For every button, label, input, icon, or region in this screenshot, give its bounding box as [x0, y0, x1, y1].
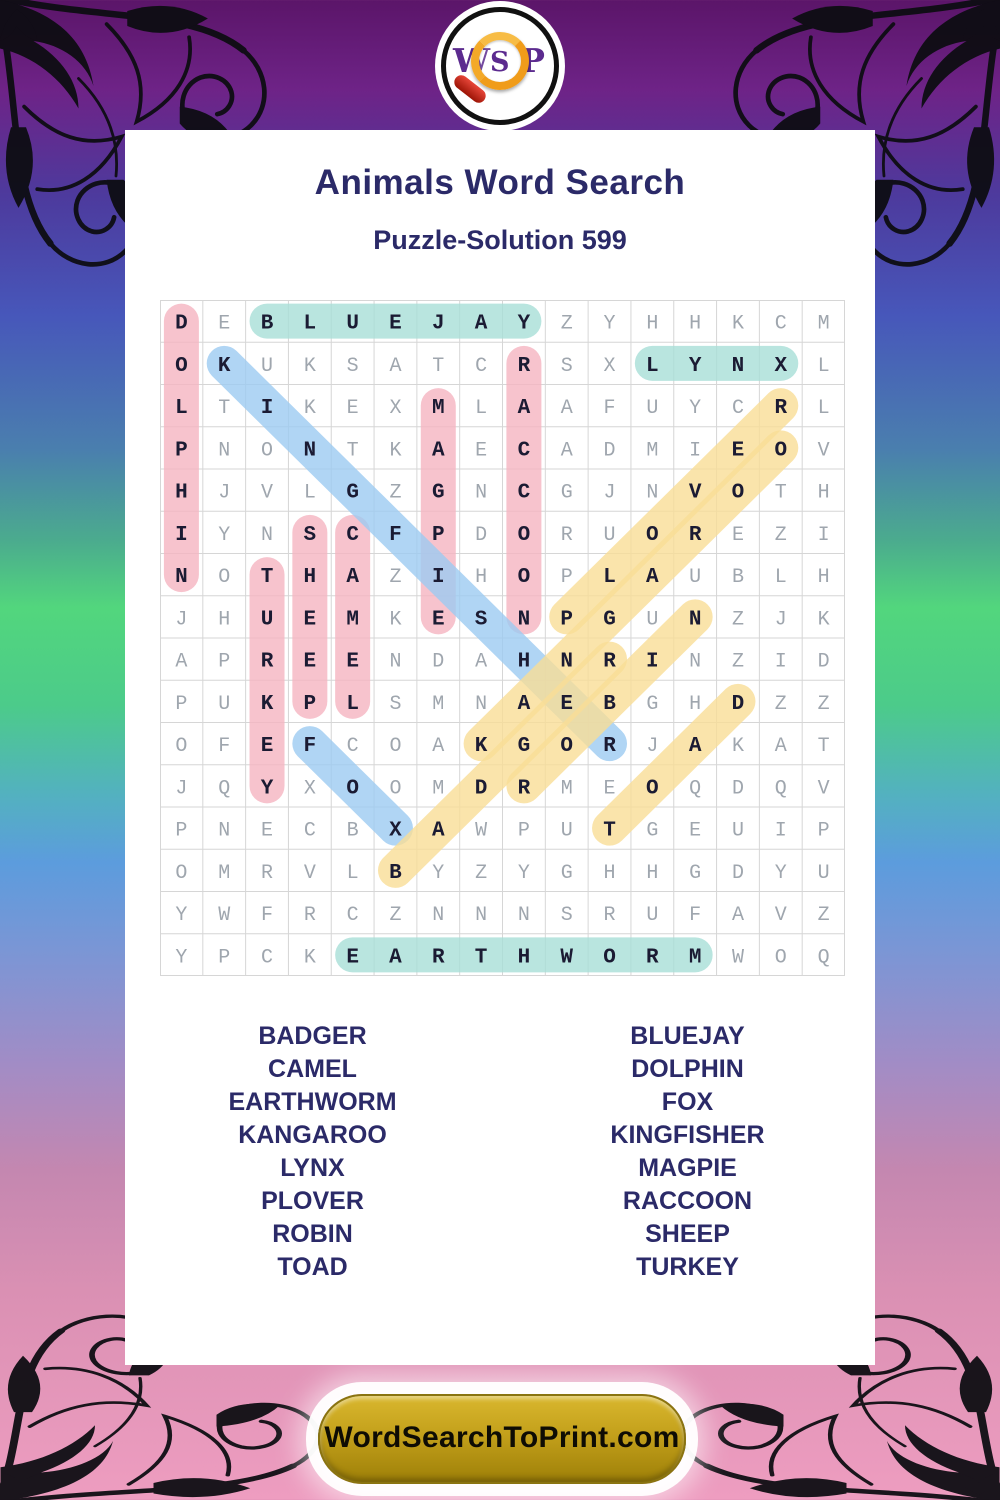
- grid-letter: L: [817, 354, 830, 378]
- grid-letter: R: [260, 650, 274, 674]
- grid-letter: V: [261, 481, 274, 505]
- grid-letter: K: [303, 946, 316, 970]
- grid-letter: O: [218, 566, 231, 590]
- grid-letter: B: [731, 566, 744, 590]
- grid-letter: V: [303, 861, 316, 885]
- grid-letter: M: [432, 777, 445, 801]
- word-list-column-left: [125, 1020, 500, 1284]
- grid-letter: H: [603, 861, 616, 885]
- grid-letter: H: [646, 861, 659, 885]
- grid-letter: X: [389, 819, 402, 843]
- grid-letter: F: [303, 735, 317, 759]
- grid-letter: T: [474, 946, 488, 970]
- grid-letter: S: [389, 692, 402, 716]
- grid-letter: I: [175, 523, 188, 547]
- grid-letter: S: [303, 523, 317, 547]
- word-list-item: DOLPHIN: [631, 1055, 744, 1083]
- word-list-item: KANGAROO: [238, 1121, 387, 1149]
- grid-letter: E: [560, 692, 574, 716]
- page-title: Animals Word Search: [314, 163, 686, 202]
- grid-letter: K: [303, 397, 316, 421]
- grid-letter: Q: [774, 777, 787, 801]
- grid-letter: T: [817, 735, 830, 759]
- grid-letter: B: [603, 692, 616, 716]
- grid-letter: Z: [389, 904, 402, 928]
- grid-letter: R: [261, 861, 274, 885]
- grid-letter: L: [774, 566, 787, 590]
- grid-letter: W: [218, 904, 231, 928]
- grid-letter: A: [475, 650, 488, 674]
- grid-letter: J: [431, 312, 445, 336]
- grid-letter: G: [346, 481, 359, 505]
- grid-letter: E: [346, 650, 359, 674]
- grid-letter: D: [817, 650, 830, 674]
- grid-letter: R: [646, 946, 659, 970]
- grid-letter: O: [389, 777, 402, 801]
- grid-letter: A: [774, 735, 787, 759]
- grid-letter: Q: [817, 946, 830, 970]
- grid-letter: P: [560, 608, 574, 632]
- grid-letter: N: [517, 904, 530, 928]
- grid-letter: O: [774, 439, 788, 463]
- grid-letter: E: [603, 777, 616, 801]
- grid-letter: O: [175, 354, 188, 378]
- grid-letter: P: [303, 692, 317, 716]
- grid-letter: I: [817, 523, 830, 547]
- grid-letter: U: [817, 861, 830, 885]
- grid-letter: L: [346, 861, 359, 885]
- grid-letter: L: [646, 354, 659, 378]
- grid-letter: K: [731, 735, 744, 759]
- grid-letter: M: [646, 439, 659, 463]
- grid-letter: G: [646, 692, 659, 716]
- grid-letter: P: [218, 946, 231, 970]
- grid-letter: E: [346, 946, 359, 970]
- grid-letter: N: [475, 692, 488, 716]
- grid-letter: H: [218, 608, 231, 632]
- grid-letter: A: [731, 904, 744, 928]
- grid-letter: C: [346, 904, 359, 928]
- grid-letter: O: [603, 946, 616, 970]
- grid-letter: R: [603, 735, 616, 759]
- grid-letter: N: [218, 819, 231, 843]
- grid-letter: U: [646, 397, 659, 421]
- grid-letter: G: [646, 819, 659, 843]
- grid-letter: T: [260, 566, 274, 590]
- grid-letter: P: [175, 819, 188, 843]
- word-list-item: PLOVER: [261, 1187, 364, 1215]
- grid-letter: M: [688, 946, 702, 970]
- grid-letter: E: [346, 397, 359, 421]
- grid-letter: N: [432, 904, 445, 928]
- grid-letter: E: [260, 735, 274, 759]
- grid-letter: H: [689, 692, 702, 716]
- grid-letter: U: [260, 608, 274, 632]
- grid-letter: Y: [517, 861, 530, 885]
- grid-letter: I: [774, 819, 787, 843]
- grid-letter: H: [646, 312, 659, 336]
- grid-letter: R: [431, 946, 445, 970]
- grid-letter: H: [517, 946, 531, 970]
- grid-letter: Z: [389, 481, 402, 505]
- grid-letter: Z: [389, 566, 402, 590]
- grid-letter: Z: [774, 692, 787, 716]
- logo-letter-p: P: [520, 41, 545, 80]
- grid-letter: H: [475, 566, 488, 590]
- grid-letter: N: [475, 904, 488, 928]
- grid-letter: J: [218, 481, 231, 505]
- grid-letter: R: [517, 777, 531, 801]
- grid-letter: K: [389, 608, 402, 632]
- grid-letter: V: [688, 481, 702, 505]
- grid-letter: O: [261, 439, 274, 463]
- word-list-item: TURKEY: [636, 1253, 739, 1281]
- word-search-grid-container: [160, 300, 845, 976]
- grid-letter: Y: [260, 777, 274, 801]
- grid-letter: O: [346, 777, 359, 801]
- grid-letter: A: [560, 397, 573, 421]
- grid-letter: Y: [218, 523, 231, 547]
- grid-letter: P: [817, 819, 830, 843]
- grid-letter: H: [175, 481, 188, 505]
- grid-letter: D: [731, 777, 744, 801]
- grid-letter: U: [689, 566, 702, 590]
- grid-letter: H: [303, 566, 317, 590]
- grid-letter: J: [646, 735, 659, 759]
- grid-letter: T: [346, 439, 359, 463]
- grid-letter: G: [603, 608, 616, 632]
- grid-letter: N: [175, 566, 188, 590]
- grid-letter: N: [731, 354, 745, 378]
- grid-letter: A: [431, 439, 445, 463]
- grid-letter: Y: [432, 861, 445, 885]
- grid-letter: O: [517, 566, 531, 590]
- grid-letter: N: [475, 481, 488, 505]
- grid-letter: A: [517, 397, 531, 421]
- word-list-item: SHEEP: [645, 1220, 730, 1248]
- grid-letter: O: [560, 735, 574, 759]
- word-list-item: ROBIN: [272, 1220, 353, 1248]
- grid-letter: Y: [517, 312, 531, 336]
- grid-letter: E: [731, 523, 744, 547]
- grid-letter: Q: [218, 777, 231, 801]
- grid-letter: N: [517, 608, 531, 632]
- grid-letter: W: [731, 946, 744, 970]
- grid-letter: D: [731, 861, 744, 885]
- word-list-item: CAMEL: [268, 1055, 357, 1083]
- grid-letter: R: [774, 397, 788, 421]
- grid-letter: U: [218, 692, 231, 716]
- grid-letter: Z: [731, 608, 744, 632]
- grid-letter: R: [517, 354, 531, 378]
- word-list-item: TOAD: [277, 1253, 348, 1281]
- grid-letter: I: [431, 566, 445, 590]
- puzzle-subtitle: Puzzle-Solution 599: [373, 225, 627, 255]
- grid-letter: R: [303, 904, 316, 928]
- grid-letter: G: [560, 861, 573, 885]
- grid-letter: N: [646, 481, 659, 505]
- grid-letter: Z: [817, 904, 830, 928]
- grid-letter: A: [431, 819, 445, 843]
- grid-letter: I: [260, 397, 274, 421]
- grid-letter: R: [688, 523, 702, 547]
- grid-letter: L: [475, 397, 488, 421]
- grid-letter: L: [303, 481, 316, 505]
- grid-letter: D: [603, 439, 616, 463]
- grid-letter: Z: [731, 650, 744, 674]
- grid-letter: Z: [560, 312, 573, 336]
- grid-letter: T: [218, 397, 231, 421]
- grid-letter: C: [774, 312, 787, 336]
- grid-letter: A: [646, 566, 659, 590]
- grid-letter: D: [475, 523, 488, 547]
- grid-letter: U: [646, 904, 659, 928]
- grid-letter: E: [689, 819, 702, 843]
- grid-letter: U: [646, 608, 659, 632]
- grid-letter: V: [817, 439, 830, 463]
- grid-letter: Z: [475, 861, 488, 885]
- grid-letter: F: [261, 904, 274, 928]
- word-list-item: RACCOON: [622, 1187, 753, 1215]
- grid-letter: P: [175, 692, 188, 716]
- grid-letter: M: [346, 608, 359, 632]
- site-link-button[interactable]: WordSearchToPrint.com: [318, 1394, 686, 1484]
- grid-letter: L: [603, 566, 616, 590]
- grid-letter: L: [175, 397, 188, 421]
- grid-letter: T: [774, 481, 787, 505]
- grid-letter: N: [560, 650, 574, 674]
- grid-letter: S: [560, 354, 573, 378]
- grid-letter: E: [303, 650, 317, 674]
- grid-letter: Y: [688, 354, 702, 378]
- grid-letter: I: [646, 650, 659, 674]
- grid-letter: R: [603, 650, 616, 674]
- word-list-item: EARTHWORM: [228, 1088, 397, 1116]
- grid-letter: K: [260, 692, 274, 716]
- grid-letter: C: [346, 523, 359, 547]
- grid-letter: A: [474, 312, 488, 336]
- grid-letter: N: [689, 650, 702, 674]
- grid-letter: O: [175, 861, 188, 885]
- grid-letter: H: [817, 481, 830, 505]
- word-search-grid: [160, 300, 845, 976]
- grid-letter: S: [474, 608, 488, 632]
- grid-letter: S: [346, 354, 359, 378]
- grid-letter: K: [389, 439, 402, 463]
- grid-letter: L: [303, 312, 317, 336]
- grid-letter: A: [175, 650, 188, 674]
- grid-letter: X: [389, 397, 402, 421]
- grid-letter: H: [817, 566, 830, 590]
- word-list-item: LYNX: [280, 1154, 345, 1182]
- grid-letter: J: [774, 608, 787, 632]
- grid-letter: F: [689, 904, 702, 928]
- grid-letter: S: [560, 904, 573, 928]
- grid-letter: M: [560, 777, 573, 801]
- grid-letter: K: [303, 354, 316, 378]
- grid-letter: C: [261, 946, 274, 970]
- grid-letter: X: [603, 354, 616, 378]
- grid-letter: L: [817, 397, 830, 421]
- grid-letter: J: [175, 608, 188, 632]
- grid-letter: D: [731, 692, 745, 716]
- grid-letter: W: [560, 946, 574, 970]
- grid-letter: D: [175, 312, 188, 336]
- grid-letter: E: [731, 439, 745, 463]
- grid-letter: D: [474, 777, 488, 801]
- grid-letter: M: [218, 861, 231, 885]
- grid-letter: P: [175, 439, 188, 463]
- grid-letter: T: [603, 819, 616, 843]
- grid-letter: A: [517, 692, 531, 716]
- grid-letter: C: [303, 819, 316, 843]
- grid-letter: C: [517, 481, 531, 505]
- word-list-item: KINGFISHER: [610, 1121, 765, 1149]
- grid-letter: B: [260, 312, 274, 336]
- grid-letter: R: [603, 904, 616, 928]
- grid-letter: H: [689, 312, 702, 336]
- grid-letter: F: [389, 523, 402, 547]
- grid-letter: C: [731, 397, 744, 421]
- grid-letter: U: [346, 312, 359, 336]
- grid-letter: M: [431, 397, 445, 421]
- grid-letter: Z: [774, 523, 787, 547]
- grid-letter: Y: [175, 904, 188, 928]
- grid-letter: A: [389, 354, 402, 378]
- grid-letter: Y: [175, 946, 188, 970]
- logo-letter-w: W: [453, 41, 491, 80]
- grid-letter: W: [475, 819, 488, 843]
- grid-letter: E: [303, 608, 317, 632]
- grid-letter: T: [432, 354, 445, 378]
- grid-letter: G: [431, 481, 445, 505]
- grid-letter: M: [817, 312, 830, 336]
- grid-letter: M: [432, 692, 445, 716]
- grid-letter: Z: [817, 692, 830, 716]
- grid-letter: Y: [689, 397, 702, 421]
- grid-letter: A: [432, 735, 445, 759]
- word-list-item: FOX: [661, 1088, 714, 1116]
- grid-letter: A: [346, 566, 359, 590]
- grid-letter: U: [261, 354, 274, 378]
- grid-letter: K: [217, 354, 231, 378]
- grid-letter: P: [517, 819, 530, 843]
- word-list-column-right: [500, 1020, 875, 1284]
- grid-letter: F: [603, 397, 616, 421]
- grid-letter: F: [218, 735, 231, 759]
- grid-letter: N: [261, 523, 274, 547]
- grid-letter: C: [346, 735, 359, 759]
- grid-letter: E: [261, 819, 274, 843]
- grid-letter: E: [389, 312, 402, 336]
- grid-letter: O: [731, 481, 745, 505]
- grid-letter: O: [389, 735, 402, 759]
- grid-letter: Y: [603, 312, 616, 336]
- grid-letter: K: [474, 735, 488, 759]
- grid-letter: X: [774, 354, 788, 378]
- grid-letter: G: [560, 481, 573, 505]
- grid-letter: I: [774, 650, 787, 674]
- grid-letter: E: [218, 312, 231, 336]
- grid-letter: P: [560, 566, 573, 590]
- grid-letter: U: [603, 523, 616, 547]
- word-list: [125, 1020, 875, 1284]
- grid-letter: K: [817, 608, 830, 632]
- grid-letter: G: [517, 735, 531, 759]
- grid-letter: O: [175, 735, 188, 759]
- grid-letter: G: [689, 861, 702, 885]
- wsp-logo: [441, 7, 559, 125]
- grid-letter: H: [517, 650, 531, 674]
- grid-letter: A: [389, 946, 402, 970]
- grid-letter: K: [731, 312, 744, 336]
- grid-letter: N: [218, 439, 231, 463]
- grid-letter: P: [218, 650, 231, 674]
- grid-letter: N: [303, 439, 317, 463]
- grid-letter: Y: [774, 861, 787, 885]
- grid-letter: N: [688, 608, 702, 632]
- grid-letter: O: [774, 946, 787, 970]
- grid-letter: E: [431, 608, 445, 632]
- grid-letter: C: [475, 354, 488, 378]
- logo-letter-s: S: [490, 47, 510, 78]
- grid-letter: R: [560, 523, 573, 547]
- grid-letter: I: [689, 439, 702, 463]
- grid-letter: U: [560, 819, 573, 843]
- grid-letter: B: [389, 861, 402, 885]
- grid-letter: V: [817, 777, 830, 801]
- grid-letter: O: [646, 777, 659, 801]
- grid-letter: D: [432, 650, 445, 674]
- grid-letter: N: [389, 650, 402, 674]
- grid-letter: Q: [689, 777, 702, 801]
- grid-letter: A: [560, 439, 573, 463]
- grid-letter: U: [731, 819, 744, 843]
- grid-letter: O: [517, 523, 531, 547]
- word-list-item: MAGPIE: [638, 1154, 737, 1182]
- grid-letter: E: [475, 439, 488, 463]
- grid-letter: C: [517, 439, 531, 463]
- grid-letter: L: [346, 692, 359, 716]
- grid-letter: P: [431, 523, 445, 547]
- grid-letter: X: [303, 777, 316, 801]
- puzzle-card: [125, 130, 875, 1365]
- grid-letter: O: [646, 523, 659, 547]
- grid-letter: A: [688, 735, 702, 759]
- grid-letter: V: [774, 904, 787, 928]
- grid-letter: J: [603, 481, 616, 505]
- grid-letter: J: [175, 777, 188, 801]
- word-list-item: BADGER: [258, 1022, 367, 1050]
- word-list-item: BLUEJAY: [630, 1022, 745, 1050]
- grid-letter: B: [346, 819, 359, 843]
